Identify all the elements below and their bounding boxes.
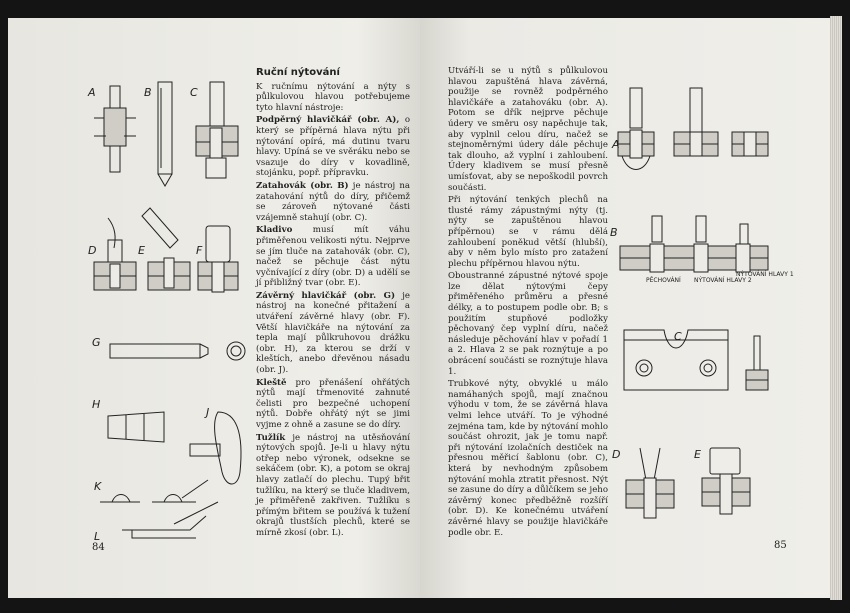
right-page <box>420 18 830 598</box>
page-edges <box>830 16 842 600</box>
fig-label-d: D <box>88 244 97 257</box>
caption-pechovani: PĚCHOVÁNÍ <box>646 277 681 284</box>
right-text-column <box>448 66 608 540</box>
fig-label-d: D <box>612 448 621 461</box>
paragraph: Závěrný hlavičkář (obr. G) je nástroj na konečné přitažení a utváření závěrné hlavy (obr. F). Větší hlavičkáře na nýtování za tepla mají půlkruhovou drážku (obr. H), za kterou se drží v kleštích, anebo dřevěnou násadu (obr. J). <box>256 290 410 376</box>
paragraph: Podpěrný hlavičkář (obr. A), o který se přípěrná hlava nýtu při nýtování opírá, má dutinu tvaru hlavy. Upíná se ve svěráku nebo se vsazuje do díry v kovadlině, stojánku, popř. přípravku. <box>256 115 411 179</box>
paragraph: Tužlík je nástroj na utěsňování nýtových spojů. Je-li u hlavy nýtu otřep nebo výronek, odsekne se sekáčem (obr. K), a potom se okraj hlavy zatlačí do plechu. Tupý břit tužlíku, na který se tluče kladivem, je přiměřeně zakřiven. Tužlíku s přímým břitem se používá k tužení okrajů tlustších plechů, které se mírně zkosí (obr. L). <box>256 432 410 538</box>
left-page <box>8 18 421 598</box>
paragraph: Oboustranné zápustné nýtové spoje lze dělat nýtovými čepy přiměřeného průměru a přesné délky, a to postupem podle obr. B; s použitím stupňové podložky pěchovaný čep vyplní díru, načež následuje pěchování hlav v pořadí 1 a 2. Hlava 2 se pak roznýtuje a po obrácení součásti se roznýtuje hlava 1. <box>448 271 608 377</box>
fig-label-g: G <box>92 336 101 349</box>
fig-label-h: H <box>92 398 101 411</box>
fig-label-b: B <box>610 226 618 239</box>
caption-nytovani-1: NÝTOVÁNÍ HLAVY 1 <box>736 271 794 278</box>
fig-label-f: F <box>196 244 203 257</box>
left-text-column <box>256 68 410 541</box>
fig-label-a: A <box>612 138 620 151</box>
fig-label-e: E <box>694 448 701 461</box>
section-heading: Ruční nýtování <box>256 67 340 78</box>
fig-label-j: J <box>206 406 210 419</box>
paragraph: K ručnímu nýtování a nýty s půlkulovou hlavou potřebujeme tyto hlavní nástroje: <box>256 81 410 113</box>
paragraph: Trubkové nýty, obvyklé u málo namáhaných spojů, mají značnou výhodu v tom, že se závěrná hlava velmi lehce utváří. To je výhodné zejména tam, kde by nýtování mohlo součást ohrozit, jak je tomu např. při nýtování izolačních destiček na přesnou měřicí šablonu (obr. C), která by nevhodným způsobem nýtování mohla ztratit přesnost. Nýt se zasune do díry a důlčíkem se jeho závěrný konec předběžně rozšíří (obr. D). Ke konečnému utváření závěrné hlavy se použije hlavičkáře podle obr. E. <box>448 379 608 538</box>
fig-label-c: C <box>674 330 682 343</box>
fig-label-b: B <box>144 86 152 99</box>
paragraph: Při nýtování tenkých plechů na tlusté rámy zápustnými nýty (tj. nýty se zapuštěnou hlavou přípěrnou) se v rámu dělá zahloubení poněkud větší (hlubší), aby v něm bylo místo pro zatažení plechu přípěrnou hlavou nýtu. <box>448 195 608 269</box>
fig-label-k: K <box>94 480 102 493</box>
left-figures <box>86 68 256 548</box>
page-number-left: 84 <box>92 542 105 553</box>
paragraph: Utváří-li se u nýtů s půlkulovou hlavou zapuštěná hlava závěrná, použije se rovněž podpěrného hlavičkáře a zatahováku (obr. A). Potom se dřík nejprve pěchuje údery ve směru osy napěchuje tak, aby vyplnil celou díru, načež se stejnoměrnými údery dále pěchuje tak dlouho, až vyplní i zahloubení. Údery kladivem se musí přesně umísťovat, aby se nepoškodil povrch součásti. <box>448 66 608 193</box>
fig-label-c: C <box>190 86 198 99</box>
paragraph: Zatahovák (obr. B) je nástroj na zatahování nýtů do díry, přičemž se zároveň nýtované části vzájemně stahují (obr. C). <box>256 180 410 223</box>
right-figures <box>610 68 810 548</box>
page-number-right: 85 <box>774 540 787 551</box>
caption-nytovani-2: NÝTOVÁNÍ HLAVY 2 <box>694 277 752 284</box>
fig-label-e: E <box>138 244 145 257</box>
paragraph: Kladivo musí mít váhu přiměřenou velikosti nýtu. Nejprve se jím tluče na zatahovák (obr. C), načež se pěchuje část nýtu vyčnívající z díry (obr. D) a udělí se jí přibližný tvar (obr. E). <box>256 225 410 289</box>
fig-label-a: A <box>88 86 96 99</box>
fig-label-l: L <box>94 530 101 543</box>
paragraph: Kleště pro přenášení ohřátých nýtů mají třmenovité zahnuté čelisti pro bezpečné uchopení nýtů. Dobře ohřátý nýt se jimi vyjme z ohně a zasune se do díry. <box>256 377 410 430</box>
